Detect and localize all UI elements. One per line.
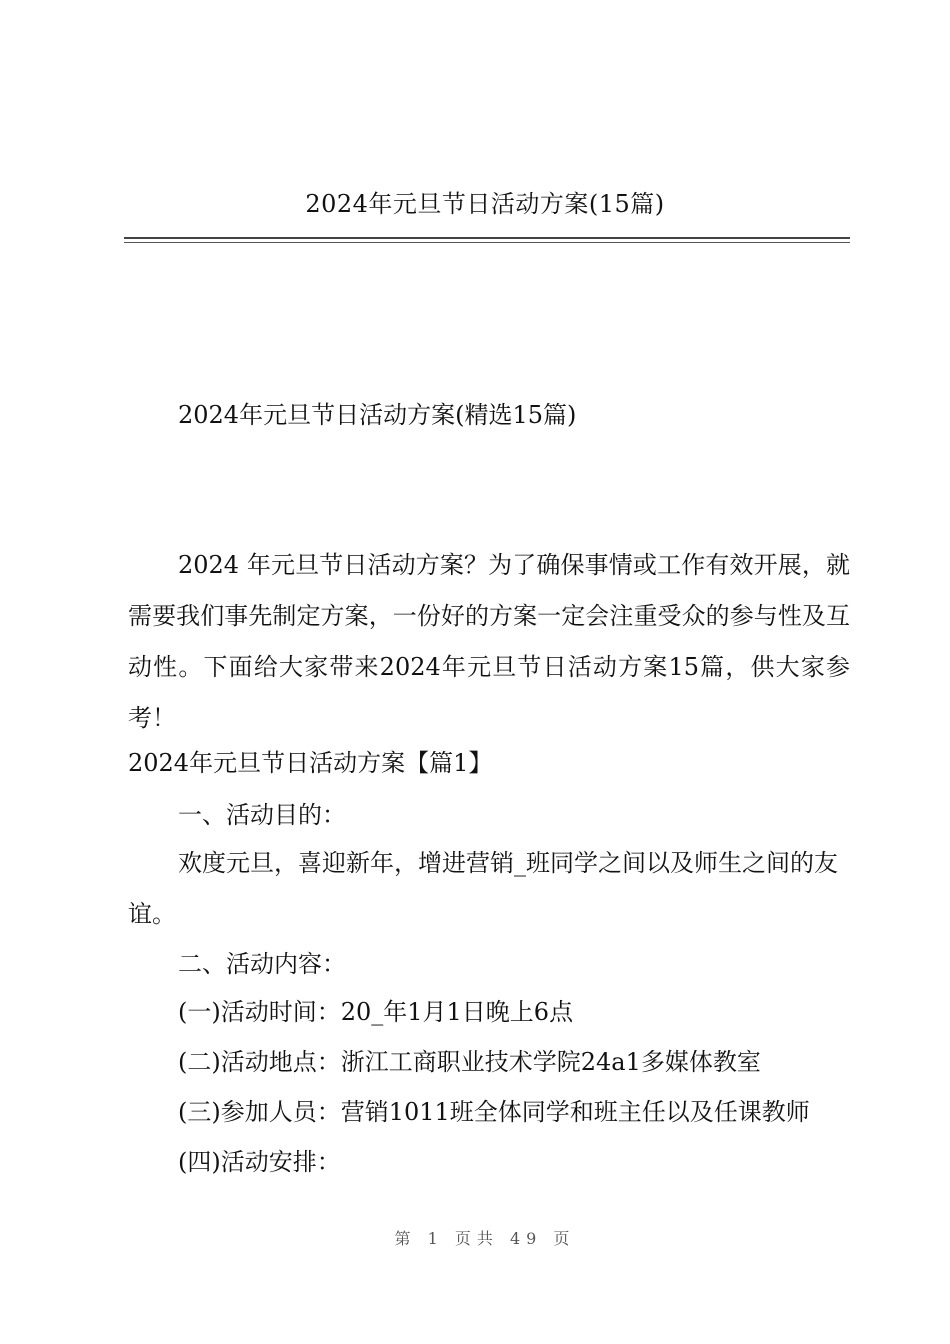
page-number-footer: 第 1 页共 49 页 bbox=[394, 1229, 576, 1248]
document-subtitle: 2024年元旦节日活动方案(精选15篇) bbox=[178, 401, 577, 429]
list-item: (一)活动时间：20_年1月1日晚上6点 bbox=[178, 998, 574, 1026]
header-rule-thin bbox=[124, 242, 850, 243]
document-header-title: 2024年元旦节日活动方案(15篇) bbox=[305, 190, 665, 218]
intro-paragraph: 2024 年元旦节日活动方案？为了确保事情或工作有效开展，就需要我们事先制定方案，一份好的方案一定会注重受众的参与性及互动性。下面给大家带来2024年元旦节日活动方案15篇，供大家参考！ bbox=[128, 551, 850, 732]
purpose-heading: 一、活动目的： bbox=[178, 801, 346, 829]
section-heading: 2024年元旦节日活动方案【篇1】 bbox=[128, 749, 493, 777]
content-heading: 二、活动内容： bbox=[178, 950, 346, 978]
purpose-paragraph: 欢度元旦，喜迎新年，增进营销_班同学之间以及师生之间的友谊。 bbox=[128, 849, 838, 928]
list-item: (四)活动安排： bbox=[178, 1148, 341, 1176]
list-item: (二)活动地点：浙江工商职业技术学院24a1多媒体教室 bbox=[178, 1048, 761, 1076]
list-item: (三)参加人员：营销1011班全体同学和班主任以及任课教师 bbox=[178, 1098, 810, 1126]
header-rule-thick bbox=[124, 237, 850, 239]
